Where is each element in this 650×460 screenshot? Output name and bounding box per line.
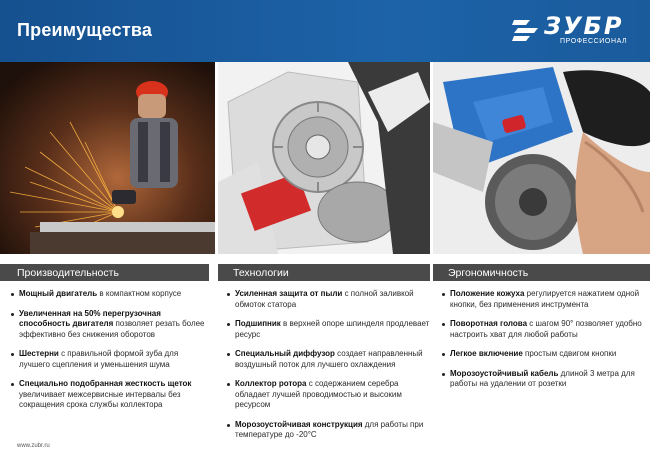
feature-name: Шестерни <box>19 349 59 358</box>
feature-description: простым сдвигом кнопки <box>522 349 617 358</box>
page-title: Преимущества <box>17 20 153 40</box>
logo-subtitle: ПРОФЕССИОНАЛ <box>560 38 628 45</box>
feature-name: Увеличенная на 50% перегрузочная способность двигателя <box>19 308 161 328</box>
photo-grinder-in-hand <box>433 62 650 254</box>
list-item <box>433 289 650 310</box>
photo-gearbox-cutaway <box>218 62 430 254</box>
feature-name: Коллектор ротора <box>235 379 307 388</box>
feature-description: длиной 3 метра для работы на удалении от розетки <box>450 368 635 388</box>
feature-description: с полной заливкой обмоток статора <box>235 289 414 309</box>
feature-description: в верхней опоре шпинделя продлевает ресурс <box>235 319 430 339</box>
section-heading: Технологии <box>218 264 430 281</box>
logo-mark-icon <box>512 16 542 44</box>
feature-description: с содержанием серебра обладает лучшей проводимостью и высоким ресурсом <box>235 379 402 409</box>
footer-url[interactable]: www.zubr.ru <box>17 443 50 449</box>
feature-description: в компактном корпусе <box>97 289 182 298</box>
list-item <box>433 319 650 340</box>
feature-list <box>433 289 650 390</box>
feature-name: Поворотная голова <box>450 319 528 328</box>
list-item <box>218 420 430 441</box>
section-heading: Эргономичность <box>433 264 650 281</box>
feature-description: регулируется нажатием одной кнопки, без применения инструмента <box>450 289 640 309</box>
list-item <box>0 349 209 370</box>
feature-description: создает направленный воздушный поток для лучшего охлаждения <box>235 349 423 369</box>
feature-name: Подшипник <box>235 319 281 328</box>
list-item <box>218 289 430 310</box>
photo-worker-grinding <box>0 62 215 254</box>
list-item <box>218 379 430 411</box>
feature-description: для работы при температуре до -20°С <box>235 419 424 439</box>
section-ergonomics <box>433 264 650 399</box>
logo-brand-text: ЗУБР <box>544 12 624 40</box>
feature-list <box>0 289 209 411</box>
feature-description: с правильной формой зуба для лучшего сцепления и уменьшения шума <box>19 349 179 369</box>
feature-name: Усиленная защита от пыли <box>235 289 343 298</box>
feature-name: Специальный диффузор <box>235 349 335 358</box>
brand-logo <box>512 14 632 50</box>
list-item <box>433 369 650 390</box>
list-item <box>218 319 430 340</box>
feature-name: Положение кожуха <box>450 289 525 298</box>
feature-name: Морозоустойчивый кабель <box>450 368 559 378</box>
list-item <box>218 349 430 370</box>
section-heading: Производительность <box>0 264 209 281</box>
section-performance <box>0 264 215 420</box>
feature-name: Мощный двигатель <box>19 289 98 298</box>
list-item <box>0 309 209 341</box>
list-item <box>433 349 650 360</box>
list-item <box>0 289 209 300</box>
feature-description: с шагом 90° позволяет удобно настроить хват для любой работы <box>450 319 642 339</box>
feature-name: Морозоустойчивая конструкция <box>235 419 363 429</box>
feature-name: Легкое включение <box>450 349 523 358</box>
feature-description: увеличивает межсервисные интервалы без сокращения срока службы коллектора <box>19 389 181 409</box>
section-technologies <box>218 264 430 450</box>
feature-description: позволяет резать более эффективно без снижения оборотов <box>19 319 205 339</box>
feature-list <box>218 289 430 441</box>
header-banner <box>0 0 650 62</box>
list-item <box>0 379 209 411</box>
feature-name: Специально подобранная жесткость щеток <box>19 379 192 388</box>
